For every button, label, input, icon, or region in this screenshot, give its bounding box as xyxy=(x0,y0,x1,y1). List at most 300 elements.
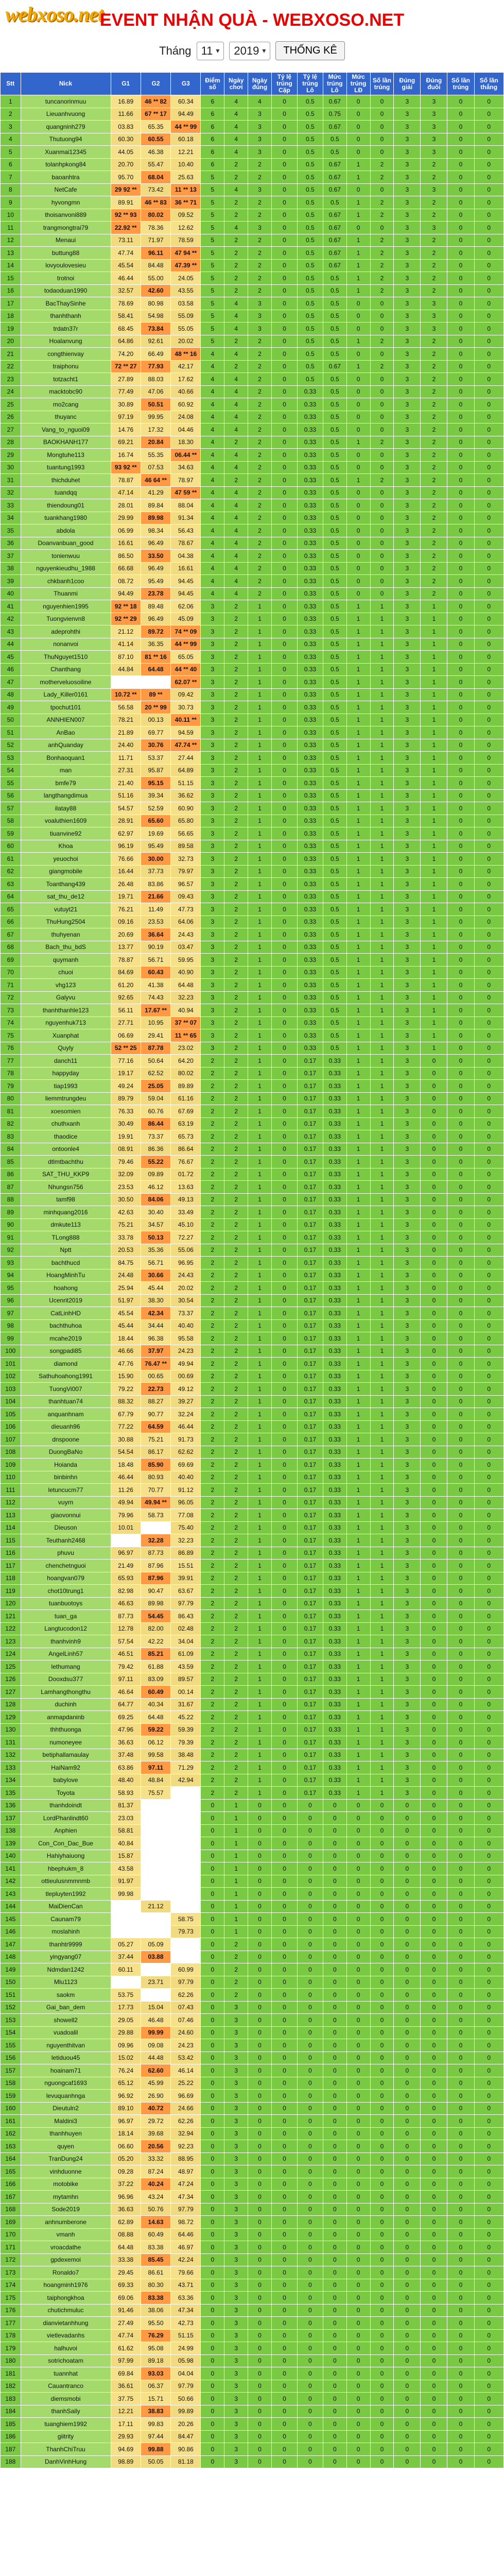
nick-cell[interactable]: yeuochoi xyxy=(21,853,111,866)
nick-cell[interactable]: Bach_thu_bdS xyxy=(21,941,111,954)
stat-cell: 0 xyxy=(447,1799,474,1812)
stat-cell: 0 xyxy=(271,789,297,802)
stat-cell: 0 xyxy=(474,385,503,398)
stat-cell: 0 xyxy=(346,2266,370,2279)
nick-cell[interactable]: CatLinhHD xyxy=(21,1307,111,1320)
stat-cell: 83 xyxy=(1,1130,21,1143)
stat-cell: 0 xyxy=(421,2140,447,2153)
stat-cell: 0 xyxy=(271,2140,297,2153)
number-cell: 93 92 ** xyxy=(111,461,141,474)
nick-cell[interactable]: Doanvanbuan_good xyxy=(21,537,111,550)
nick-cell[interactable]: TranDung24 xyxy=(21,2153,111,2165)
stat-cell: 1 xyxy=(248,1358,272,1370)
nick-cell[interactable]: Gai_ban_dem xyxy=(21,2001,111,2014)
nick-cell[interactable]: diamond xyxy=(21,1358,111,1370)
stat-cell: 4 xyxy=(224,486,248,499)
nick-cell[interactable]: dnspoone xyxy=(21,1433,111,1446)
number-cell: 40.72 xyxy=(141,2102,170,2115)
nick-cell[interactable]: DanhVinhHung xyxy=(21,2455,111,2468)
nick-cell[interactable]: Thutuong94 xyxy=(21,133,111,146)
number-cell: 79.46 xyxy=(111,1156,141,1168)
number-cell: 62.26 xyxy=(171,1989,201,2002)
nick-cell[interactable]: duchinh xyxy=(21,1698,111,1711)
nick-cell[interactable]: thanhtr9999 xyxy=(21,1938,111,1951)
stat-cell: 0 xyxy=(447,1635,474,1648)
nick-cell[interactable]: phuvu xyxy=(21,1547,111,1560)
nick-cell[interactable]: Ucenrit2019 xyxy=(21,1294,111,1307)
nick-cell[interactable]: Sathuhoahong1991 xyxy=(21,1370,111,1383)
nick-cell[interactable]: thanhtuan74 xyxy=(21,1395,111,1408)
stat-cell: 0.33 xyxy=(297,474,323,487)
table-row xyxy=(1,1938,504,1951)
nick-cell[interactable]: babylove xyxy=(21,1774,111,1787)
nick-cell[interactable]: thichduhet xyxy=(21,474,111,487)
table-row xyxy=(1,171,504,184)
nick-cell[interactable]: yingyang07 xyxy=(21,1951,111,1963)
nick-cell[interactable]: vuyrn xyxy=(21,1496,111,1509)
stat-cell: 0 xyxy=(421,2430,447,2443)
nick-cell[interactable]: bachthucd xyxy=(21,1257,111,1269)
nick-cell[interactable]: tolanhpkong84 xyxy=(21,158,111,171)
stat-cell: 3 xyxy=(394,941,421,954)
stat-cell: 2 xyxy=(248,474,272,487)
stat-cell: 0 xyxy=(271,941,297,954)
nick-cell[interactable]: moslahinh xyxy=(21,1925,111,1938)
stat-cell: 0 xyxy=(271,499,297,512)
stat-cell: 3 xyxy=(224,2115,248,2128)
nick-cell[interactable]: sotrichoatam xyxy=(21,2354,111,2367)
nick-cell[interactable]: HoangMinhTu xyxy=(21,1269,111,1282)
nick-cell[interactable]: xoesomien xyxy=(21,1105,111,1118)
nick-cell[interactable]: Quyly xyxy=(21,1042,111,1055)
statistics-button[interactable]: THỐNG KÊ xyxy=(275,41,344,60)
nick-cell[interactable]: traiphonu xyxy=(21,360,111,373)
stat-cell: 1 xyxy=(248,941,272,954)
stat-cell: 0 xyxy=(346,1900,370,1913)
nick-cell[interactable]: totzacht1 xyxy=(21,373,111,386)
stat-cell: 1 xyxy=(248,1143,272,1156)
nick-cell[interactable]: vhg123 xyxy=(21,979,111,992)
nick-cell[interactable]: anquanhnam xyxy=(21,1408,111,1421)
nick-cell[interactable]: Con_Con_Dac_Bue xyxy=(21,1837,111,1850)
stat-cell: 1 xyxy=(370,1723,394,1736)
nick-cell[interactable]: Hoianda xyxy=(21,1459,111,1471)
stat-cell: 18 xyxy=(1,310,21,323)
stat-cell: 0 xyxy=(474,234,503,247)
nick-cell[interactable]: tonienwuu xyxy=(21,550,111,563)
stat-cell: 1 xyxy=(248,1105,272,1118)
nick-cell[interactable]: man xyxy=(21,764,111,777)
nick-cell[interactable]: lovyoulovesieu xyxy=(21,259,111,272)
nick-cell[interactable]: Ronaldo7 xyxy=(21,2266,111,2279)
nick-cell[interactable]: betiphallamaulay xyxy=(21,1749,111,1761)
nick-cell[interactable]: tlepluyten1992 xyxy=(21,1888,111,1901)
stat-cell: 3 xyxy=(394,486,421,499)
stat-cell: 0 xyxy=(370,222,394,234)
nick-cell[interactable]: BAOKHANH177 xyxy=(21,436,111,449)
stat-cell: 0.17 xyxy=(297,1370,323,1383)
stat-cell: 2 xyxy=(224,1635,248,1648)
stat-cell: 0 xyxy=(474,928,503,941)
stat-cell: 1 xyxy=(346,1787,370,1800)
nick-cell[interactable]: levuquanhnga xyxy=(21,2090,111,2103)
nick-cell[interactable]: nonanvoi xyxy=(21,638,111,651)
month-select[interactable] xyxy=(197,42,224,60)
nick-cell[interactable]: DuongBaNo xyxy=(21,1446,111,1459)
stat-cell: 91 xyxy=(1,1231,21,1244)
nick-cell[interactable]: trotnoi xyxy=(21,272,111,285)
stat-cell: 0 xyxy=(474,1976,503,1989)
nick-cell[interactable]: dmkute113 xyxy=(21,1218,111,1231)
nick-cell[interactable]: thiendoung01 xyxy=(21,499,111,512)
stat-cell: 0.33 xyxy=(323,1307,346,1320)
nick-cell[interactable]: Galyvu xyxy=(21,991,111,1004)
stat-cell: 5 xyxy=(201,272,224,285)
nick-cell[interactable]: Caunam79 xyxy=(21,1913,111,1926)
nick-cell[interactable]: hyvongmn xyxy=(21,196,111,209)
nick-cell[interactable]: trdatn37r xyxy=(21,323,111,335)
nick-cell[interactable]: nguyenkieudhu_1988 xyxy=(21,562,111,575)
nick-cell[interactable]: giitrity xyxy=(21,2430,111,2443)
nick-cell[interactable]: Dieuson xyxy=(21,1521,111,1534)
nick-cell[interactable]: nguyenhuk713 xyxy=(21,1016,111,1029)
nick-cell[interactable]: chuoi xyxy=(21,966,111,979)
stat-cell: 0 xyxy=(421,1143,447,1156)
nick-cell[interactable]: tuankhang1980 xyxy=(21,512,111,524)
stat-cell: 0.17 xyxy=(297,1521,323,1534)
nick-cell[interactable]: Chanthang xyxy=(21,663,111,676)
nick-cell[interactable]: Tuongvienvn8 xyxy=(21,613,111,625)
nick-cell[interactable]: diemsmobi xyxy=(21,2393,111,2405)
nick-cell[interactable]: Sode2019 xyxy=(21,2203,111,2216)
nick-cell[interactable]: chot10trung1 xyxy=(21,1585,111,1598)
nick-cell[interactable]: Ndmdan1242 xyxy=(21,1963,111,1976)
nick-cell[interactable]: happyday xyxy=(21,1067,111,1080)
stat-cell: 53 xyxy=(1,752,21,765)
nick-cell[interactable]: Anphien xyxy=(21,1824,111,1837)
stat-cell: 0 xyxy=(346,2140,370,2153)
number-cell: 97.11 xyxy=(141,1761,170,1774)
nick-cell[interactable]: Xuanmai12345 xyxy=(21,146,111,159)
number-cell: 62.97 xyxy=(111,827,141,840)
nick-cell[interactable]: hoainam71 xyxy=(21,2064,111,2077)
nick-cell[interactable]: dtlmtbachthu xyxy=(21,1156,111,1168)
nick-cell[interactable]: ThuNguyet1510 xyxy=(21,651,111,664)
stat-cell: 3 xyxy=(394,1711,421,1724)
nick-cell[interactable]: Hahiyhaiuong xyxy=(21,1850,111,1862)
stat-cell: 0 xyxy=(447,991,474,1004)
stat-cell: 0 xyxy=(421,2216,447,2229)
nick-cell[interactable]: Cauantranco xyxy=(21,2380,111,2393)
stat-cell: 2 xyxy=(224,789,248,802)
number-cell: 70.77 xyxy=(141,1484,170,1497)
nick-cell[interactable]: chutichmuluc xyxy=(21,2304,111,2317)
stat-cell: 1 xyxy=(248,865,272,878)
nick-cell[interactable]: HaiNam92 xyxy=(21,1761,111,1774)
stat-cell: 0 xyxy=(394,2418,421,2431)
nick-cell[interactable]: minhquang2016 xyxy=(21,1206,111,1219)
nick-cell[interactable]: tuannhat xyxy=(21,2367,111,2380)
nick-cell[interactable]: Nptt xyxy=(21,1244,111,1257)
stat-cell: 0.5 xyxy=(323,890,346,903)
stat-cell: 2 xyxy=(224,1257,248,1269)
number-cell: 58.93 xyxy=(111,1787,141,1800)
number-cell: 25.63 xyxy=(171,171,201,184)
nick-cell[interactable]: Dooxdsu377 xyxy=(21,1673,111,1686)
table-row xyxy=(1,436,504,449)
nick-cell[interactable]: Mlu1123 xyxy=(21,1976,111,1989)
nick-cell[interactable]: baoanhtra xyxy=(21,171,111,184)
nick-cell[interactable]: thanhhuyen xyxy=(21,2127,111,2140)
nick-cell[interactable]: taiphongkhoa xyxy=(21,2292,111,2304)
nick-cell[interactable]: Mongtuhe113 xyxy=(21,449,111,462)
stat-cell: 0.33 xyxy=(297,651,323,664)
nick-cell[interactable]: saokm xyxy=(21,1989,111,2002)
nick-cell[interactable]: chuthxanh xyxy=(21,1117,111,1130)
stat-cell: 31 xyxy=(1,474,21,487)
nick-cell[interactable]: nguyenhien1995 xyxy=(21,600,111,613)
nick-cell[interactable]: thanhthanhle123 xyxy=(21,1004,111,1017)
nick-cell[interactable]: tuanbuotoys xyxy=(21,1597,111,1610)
nick-cell[interactable]: Toyota xyxy=(21,1787,111,1800)
nick-cell[interactable]: Dieutuln2 xyxy=(21,2102,111,2115)
stat-cell: 1 xyxy=(248,1660,272,1673)
table-row xyxy=(1,133,504,146)
stat-cell: 110 xyxy=(1,1471,21,1484)
nick-cell[interactable]: anhnumberone xyxy=(21,2216,111,2229)
nick-cell[interactable]: buttung88 xyxy=(21,247,111,260)
nick-cell[interactable]: tamf98 xyxy=(21,1193,111,1206)
nick-cell[interactable]: Nhungsn756 xyxy=(21,1181,111,1194)
stat-cell: 0 xyxy=(201,1824,224,1837)
stat-cell: 0 xyxy=(323,2216,346,2229)
nick-cell[interactable]: chkbanh1coo xyxy=(21,575,111,588)
nick-cell[interactable]: hoangvan079 xyxy=(21,1572,111,1585)
nick-cell[interactable]: hoahong xyxy=(21,1282,111,1295)
nick-cell[interactable]: AnBao xyxy=(21,726,111,739)
number-cell: 15.02 xyxy=(111,2052,141,2064)
nick-cell[interactable]: Khoa xyxy=(21,840,111,853)
nick-cell[interactable]: tuandqq xyxy=(21,486,111,499)
stat-cell: 1 xyxy=(346,903,370,916)
stat-cell: 0 xyxy=(297,1799,323,1812)
stat-cell: 0 xyxy=(447,1534,474,1547)
nick-cell[interactable]: thhthuonga xyxy=(21,1723,111,1736)
stat-cell: 0 xyxy=(447,1168,474,1181)
nick-cell[interactable]: bachthuhoa xyxy=(21,1319,111,1332)
nick-cell[interactable]: abdola xyxy=(21,524,111,537)
number-cell: 59.39 xyxy=(171,1723,201,1736)
nick-cell[interactable]: liemmtrungdeu xyxy=(21,1092,111,1105)
nick-cell[interactable]: ottieulusnmmnmb xyxy=(21,1875,111,1888)
nick-cell[interactable]: chenchetnguoi xyxy=(21,1560,111,1572)
stat-cell: 2 xyxy=(201,1117,224,1130)
nick-cell[interactable]: Thuanmi xyxy=(21,587,111,600)
stat-cell: 1 xyxy=(346,688,370,701)
nick-cell[interactable]: mcahe2019 xyxy=(21,1332,111,1345)
table-row xyxy=(1,1231,504,1244)
stat-cell: 0 xyxy=(474,449,503,462)
nick-cell[interactable]: letuncucm77 xyxy=(21,1484,111,1497)
nick-cell[interactable]: LordPhanlindt60 xyxy=(21,1812,111,1825)
number-cell: 86.17 xyxy=(141,1446,170,1459)
nick-cell[interactable]: mo2cang xyxy=(21,398,111,411)
number-cell: 77.08 xyxy=(171,1509,201,1522)
stat-cell: 45 xyxy=(1,651,21,664)
nick-cell[interactable]: hbephukm_8 xyxy=(21,1862,111,1875)
nick-cell[interactable]: giaovonnui xyxy=(21,1509,111,1522)
nick-cell[interactable]: thoisanvoni889 xyxy=(21,209,111,222)
nick-cell[interactable]: showell2 xyxy=(21,2014,111,2027)
nick-cell[interactable]: BacThaySinhe xyxy=(21,297,111,310)
nick-cell[interactable]: voaluthien1609 xyxy=(21,815,111,827)
nick-cell[interactable]: motobike xyxy=(21,2178,111,2191)
nick-cell[interactable]: adeprohthi xyxy=(21,625,111,638)
nick-cell[interactable]: tpochut101 xyxy=(21,701,111,714)
nick-cell[interactable]: vinhduonne xyxy=(21,2165,111,2178)
nick-cell[interactable]: nguyenthitvan xyxy=(21,2039,111,2052)
nick-cell[interactable]: AngelLinh57 xyxy=(21,1648,111,1660)
nick-cell[interactable]: Xuanphat xyxy=(21,1029,111,1042)
number-cell: 23.71 xyxy=(141,1976,170,1989)
nick-cell[interactable]: nguongcaf1693 xyxy=(21,2077,111,2090)
nick-cell[interactable]: trangmongtrai79 xyxy=(21,222,111,234)
nick-cell[interactable]: tiuanvine92 xyxy=(21,827,111,840)
nick-cell[interactable]: Bonhaoquan1 xyxy=(21,752,111,765)
year-select[interactable] xyxy=(229,42,270,60)
nick-cell[interactable]: ontoonle4 xyxy=(21,1143,111,1156)
nick-cell[interactable]: tuanghiem1992 xyxy=(21,2418,111,2431)
number-cell: 63.19 xyxy=(171,1117,201,1130)
number-cell xyxy=(141,1989,170,2002)
nick-cell[interactable]: vmanh xyxy=(21,2228,111,2241)
nick-cell[interactable]: motherveluosoiline xyxy=(21,676,111,689)
nick-cell[interactable]: gpdexemoi xyxy=(21,2253,111,2266)
stat-cell: 0 xyxy=(421,2064,447,2077)
nick-cell[interactable]: thuyanc xyxy=(21,411,111,423)
nick-cell[interactable]: thaodice xyxy=(21,1130,111,1143)
stat-cell: 0 xyxy=(370,1850,394,1862)
nick-cell[interactable]: NetCafe xyxy=(21,183,111,196)
stat-cell: 13 xyxy=(1,247,21,260)
stat-cell: 0 xyxy=(201,2165,224,2178)
nick-cell[interactable]: Hoalanvung xyxy=(21,335,111,348)
nick-cell[interactable]: quymanh xyxy=(21,954,111,967)
stat-cell: 0 xyxy=(394,1925,421,1938)
nick-cell[interactable]: dieuanh96 xyxy=(21,1420,111,1433)
nick-cell[interactable]: Teuthanh2468 xyxy=(21,1534,111,1547)
nick-cell[interactable]: lethumang xyxy=(21,1660,111,1673)
nick-cell[interactable]: halhuvoi xyxy=(21,2342,111,2355)
nick-cell[interactable]: ThanhChiTruu xyxy=(21,2443,111,2456)
nick-cell[interactable]: hoangminh1976 xyxy=(21,2279,111,2292)
nick-cell[interactable]: vuadoalil xyxy=(21,2026,111,2039)
table-row xyxy=(1,1686,504,1699)
nick-cell[interactable]: thanhvinh9 xyxy=(21,1635,111,1648)
nick-cell[interactable]: tuantung1993 xyxy=(21,461,111,474)
nick-cell[interactable]: danch11 xyxy=(21,1055,111,1067)
nick-cell[interactable]: Langtucodon12 xyxy=(21,1622,111,1635)
nick-cell[interactable]: vutuyt21 xyxy=(21,903,111,916)
nick-cell[interactable]: tiap1993 xyxy=(21,1080,111,1093)
nick-cell[interactable]: TLong888 xyxy=(21,1231,111,1244)
nick-cell[interactable]: sat_thu_de12 xyxy=(21,890,111,903)
nick-cell[interactable]: tuncanorinmuu xyxy=(21,95,111,108)
nick-cell[interactable]: ilatay88 xyxy=(21,802,111,815)
nick-cell[interactable]: ThuHung2504 xyxy=(21,916,111,928)
nick-cell[interactable]: thanhSaily xyxy=(21,2405,111,2418)
nick-cell[interactable]: congthienvay xyxy=(21,348,111,361)
nick-cell[interactable]: TuongVi007 xyxy=(21,1383,111,1396)
stat-cell: 0 xyxy=(271,1888,297,1901)
nick-cell[interactable]: ANNHIEN007 xyxy=(21,714,111,726)
nick-cell[interactable]: Lieuanhvuong xyxy=(21,108,111,121)
nick-cell[interactable]: Vang_to_nguoi09 xyxy=(21,423,111,436)
nick-cell[interactable]: Toanthang439 xyxy=(21,878,111,891)
nick-cell[interactable]: quyen xyxy=(21,2140,111,2153)
nick-cell[interactable]: Lamhangthongthu xyxy=(21,1686,111,1699)
nick-cell[interactable]: bmfe79 xyxy=(21,777,111,790)
nick-cell[interactable]: anhQuanday xyxy=(21,739,111,752)
number-cell: 83.38 xyxy=(141,2292,170,2304)
stat-cell: 3 xyxy=(201,701,224,714)
nick-cell[interactable]: vroacdathe xyxy=(21,2241,111,2254)
nick-cell[interactable]: Menaui xyxy=(21,234,111,247)
nick-cell[interactable]: binbinhn xyxy=(21,1471,111,1484)
number-cell xyxy=(171,1799,201,1812)
nick-cell[interactable]: thuhyenan xyxy=(21,928,111,941)
nick-cell[interactable]: anmapdaninb xyxy=(21,1711,111,1724)
nick-cell[interactable]: langthangdimua xyxy=(21,789,111,802)
table-row xyxy=(1,651,504,664)
stat-cell: 2 xyxy=(421,348,447,361)
nick-cell[interactable]: quangninh279 xyxy=(21,121,111,133)
number-cell: 32.94 xyxy=(171,2127,201,2140)
stat-cell: 0 xyxy=(447,1660,474,1673)
nick-cell[interactable]: thanhthanh xyxy=(21,310,111,323)
stat-cell: 0.17 xyxy=(297,1080,323,1093)
nick-cell[interactable]: Maldini3 xyxy=(21,2115,111,2128)
stat-cell: 0 xyxy=(421,2090,447,2103)
nick-cell[interactable]: Lady_Killer0161 xyxy=(21,688,111,701)
nick-cell[interactable]: MaiDienCan xyxy=(21,1900,111,1913)
nick-cell[interactable]: SAT_THU_KKP9 xyxy=(21,1168,111,1181)
stat-cell: 1 xyxy=(346,1610,370,1623)
table-row xyxy=(1,512,504,524)
nick-cell[interactable]: macktobc90 xyxy=(21,385,111,398)
nick-cell[interactable]: letiduou45 xyxy=(21,2052,111,2064)
stat-cell: 0 xyxy=(271,272,297,285)
stat-cell: 0.17 xyxy=(297,1156,323,1168)
nick-cell[interactable]: numoneyee xyxy=(21,1736,111,1749)
nick-cell[interactable]: vietlevadanhs xyxy=(21,2329,111,2342)
nick-cell[interactable]: mytamhn xyxy=(21,2191,111,2204)
nick-cell[interactable]: tuan_ga xyxy=(21,1610,111,1623)
stat-cell: 1 xyxy=(346,1547,370,1560)
nick-cell[interactable]: songpadi85 xyxy=(21,1345,111,1358)
stat-cell: 3 xyxy=(394,1257,421,1269)
stat-cell: 1 xyxy=(370,1345,394,1358)
stat-cell: 0.17 xyxy=(297,1143,323,1156)
nick-cell[interactable]: giangmobile xyxy=(21,865,111,878)
number-cell: 54.98 xyxy=(141,310,170,323)
stat-cell: 2 xyxy=(224,954,248,967)
nick-cell[interactable]: thanhdoindt xyxy=(21,1799,111,1812)
nick-cell[interactable]: dianvietanhhung xyxy=(21,2317,111,2330)
number-cell: 24.43 xyxy=(171,928,201,941)
nick-cell[interactable]: todaoduan1990 xyxy=(21,284,111,297)
number-cell: 89.91 xyxy=(111,196,141,209)
